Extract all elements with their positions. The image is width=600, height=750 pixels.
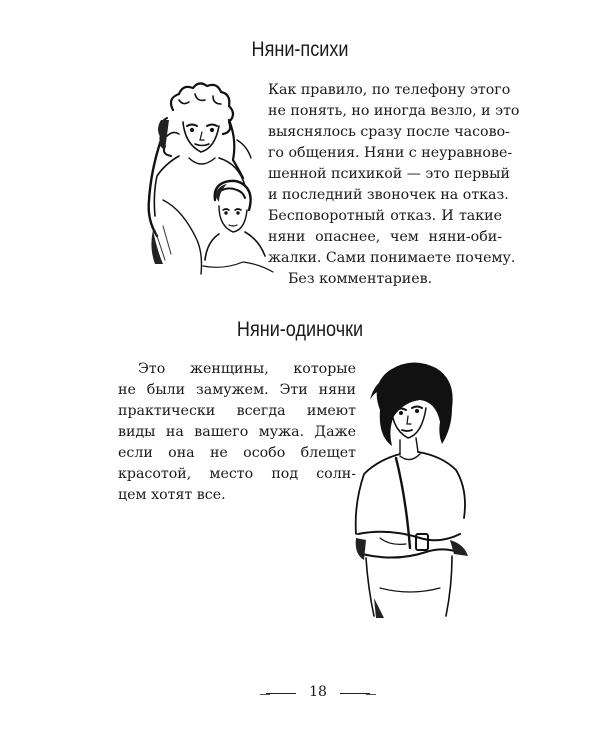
- section-title-single-nannies: Няни-одиночки: [236, 318, 364, 341]
- section-title-psycho-nannies: Няни-психи: [251, 38, 349, 61]
- text-line: не были замужем. Эти няни: [118, 382, 356, 398]
- text-line: Без комментариев.: [288, 271, 433, 287]
- text-line: красотой, место под солн-: [118, 466, 356, 482]
- text-line: няни опаснее, чем няни-оби-: [268, 229, 502, 245]
- page-footer: [0, 682, 600, 706]
- text-line: Бесповоротный отказ. И такие: [268, 208, 502, 224]
- footer-ornament-right-outer: [366, 694, 376, 695]
- text-line: виды на вашего мужа. Даже: [118, 424, 356, 440]
- section1-paragraph: [268, 80, 520, 290]
- text-line: не понять, но иногда везло, и это: [268, 103, 520, 119]
- text-line: Как правило, по телефону этого: [268, 82, 511, 98]
- section2-paragraph: [118, 359, 356, 506]
- text-line: практически всегда имеют: [118, 403, 356, 419]
- text-line: жалки. Сами понимаете почему.: [268, 250, 516, 266]
- text-line: цем хотят все.: [118, 487, 226, 503]
- text-line: выяснялось сразу после часово-: [268, 124, 510, 140]
- text-line: Это женщины, которые: [138, 361, 356, 377]
- footer-ornament-left-outer: [260, 694, 270, 695]
- text-line: и последний звоночек на отказ.: [268, 187, 509, 203]
- page-number: 18: [309, 684, 327, 700]
- text-line: шенной психикой — это первый: [268, 166, 510, 182]
- woman-arms-crossed-illustration: [340, 358, 485, 620]
- text-line: если она не особо блещет: [118, 445, 356, 461]
- text-line: го общения. Няни с неуравнове-: [268, 145, 513, 161]
- woman-with-child-illustration: [133, 80, 278, 280]
- footer-ornament-left: [266, 693, 296, 694]
